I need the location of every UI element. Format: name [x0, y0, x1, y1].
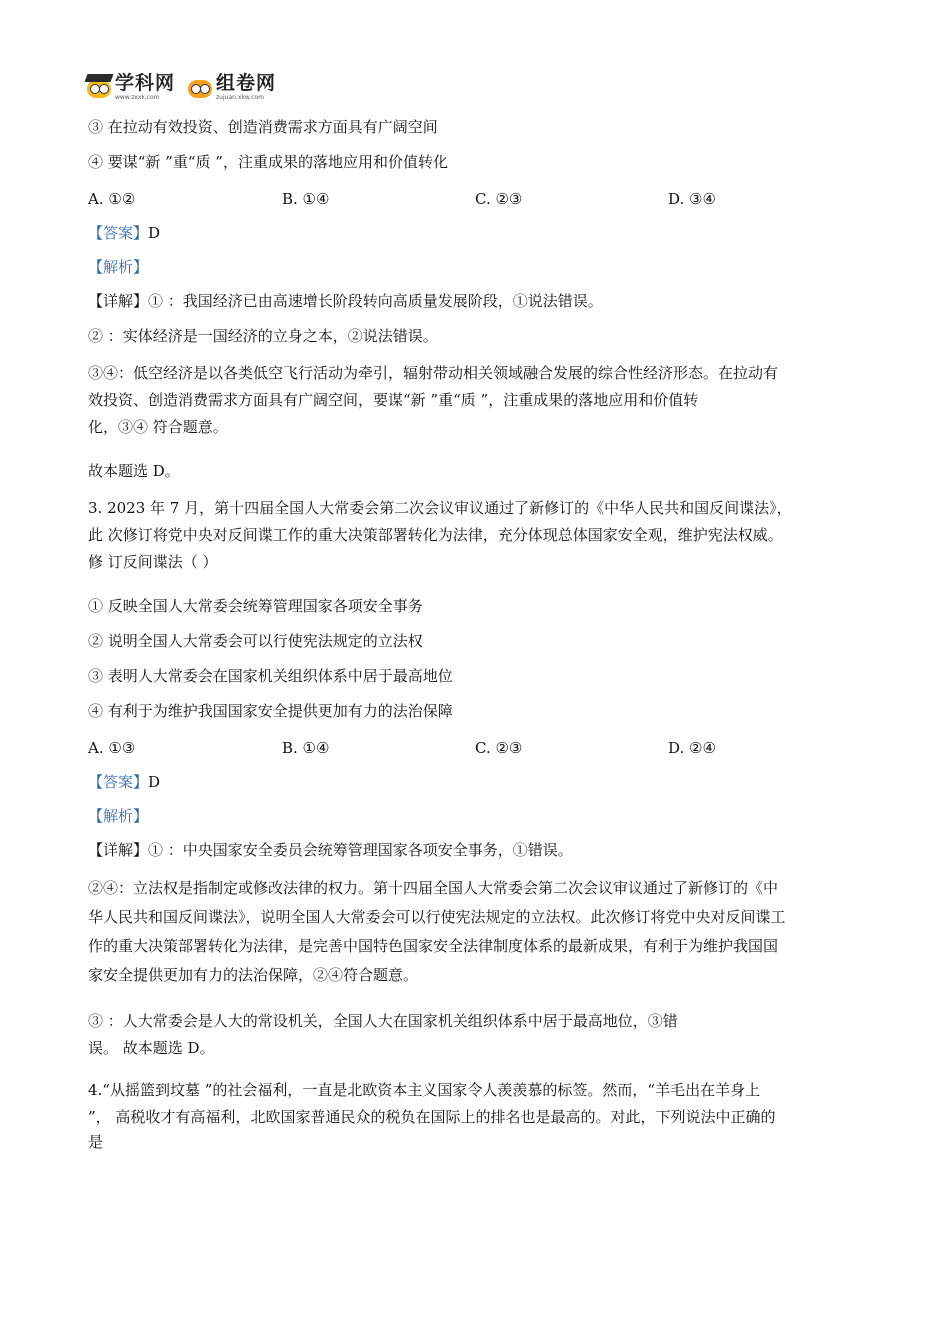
q3-analysis-tag: 【解析】	[88, 807, 149, 825]
q2-detail-3a: ③④：低空经济是以各类低空飞行活动为牵引，辐射带动相关领域融合发展的综合性经济形态。在拉动有	[88, 364, 779, 382]
q2-item-4: ④ 要谋“新 ”重“质 ”，注重成果的落地应用和价值转化	[88, 153, 448, 171]
q3-item-3: ③ 表明人大常委会在国家机关组织体系中居于最高地位	[88, 667, 453, 685]
q3-answer	[88, 772, 160, 792]
q2-answer	[88, 223, 160, 243]
owl-mascot-icon	[187, 74, 213, 100]
q2-detail-3c: 化，③④ 符合题意。	[88, 418, 228, 436]
logo-url: www.zxxk.com	[115, 93, 160, 101]
q2-option-c[interactable]: C. ②③	[475, 190, 523, 208]
q3-item-1: ① 反映全国人大常委会统筹管理国家各项安全事务	[88, 597, 423, 615]
detail-tag: 【详解】	[88, 841, 149, 859]
q2-detail-2: ② ：实体经济是一国经济的立身之本，②说法错误。	[88, 327, 438, 345]
q3-detail-1: 【详解】① ：中央国家安全委员会统筹管理国家各项安全事务，①错误。	[88, 841, 573, 859]
q2-detail-1: 【详解】① ：我国经济已由高速增长阶段转向高质量发展阶段，①说法错误。	[88, 292, 603, 310]
zxxk-logo[interactable]	[86, 71, 176, 101]
zujuan-logo[interactable]	[187, 71, 277, 101]
q2-detail-3b: 效投资、创造消费需求方面具有广阔空间，要谋“新 ”重“质 ”，注重成果的落地应用和价值转	[88, 391, 699, 409]
answer-tag: 【答案】	[88, 224, 149, 242]
q4-stem-2: ”， 高税收才有高福利，北欧国家普通民众的税负在国际上的排名也是最高的。对此，下列说法中正确的	[88, 1108, 776, 1126]
owl-mascot-icon	[86, 74, 112, 100]
logo-title: 学科网	[115, 71, 176, 94]
q2-item-3: ③ 在拉动有效投资、创造消费需求方面具有广阔空间	[88, 118, 438, 136]
q3-detail-3b: 误。 故本题选 D。	[88, 1039, 215, 1057]
q2-option-a[interactable]: A. ①②	[88, 190, 136, 208]
answer-tag: 【答案】	[88, 773, 149, 791]
q3-option-d[interactable]: D. ②④	[668, 739, 716, 757]
q3-detail-2c: 作的重大决策部署转化为法律，是完善中国特色国家安全法律制度体系的最新成果，有利于为维护我国国	[88, 937, 779, 955]
q3-item-4: ④ 有利于为维护我国国家安全提供更加有力的法治保障	[88, 702, 453, 720]
q3-detail-2b: 华人民共和国反间谍法》，说明全国人大常委会可以行使宪法规定的立法权。此次修订将党中央对反间谍工	[88, 908, 786, 926]
q2-option-d[interactable]: D. ③④	[668, 190, 716, 208]
q2-analysis-tag: 【解析】	[88, 258, 149, 276]
q4-stem-1: 4.“从摇篮到坟墓 ”的社会福利，一直是北欧资本主义国家令人羡羡慕的标签。然而，“羊毛出在羊身上	[88, 1081, 761, 1099]
header-logos	[86, 70, 288, 104]
q2-option-b[interactable]: B. ①④	[282, 190, 330, 208]
q3-detail-3a: ③ ：人大常委会是人大的常设机关，全国人大在国家机关组织体系中居于最高地位，③错	[88, 1012, 678, 1030]
q4-stem-3: 是	[88, 1133, 104, 1151]
q3-option-b[interactable]: B. ①④	[282, 739, 330, 757]
logo-url: zujuan.xkw.com	[216, 93, 264, 101]
q3-option-a[interactable]: A. ①③	[88, 739, 136, 757]
detail-tag: 【详解】	[88, 292, 149, 310]
answer-value: D	[148, 224, 161, 242]
logo-title: 组卷网	[216, 71, 277, 94]
answer-value: D	[148, 773, 161, 791]
q3-stem-1: 3. 2023 年 7 月，第十四届全国人大常委会第二次会议审议通过了新修订的《中华人民共和国反间谍法》，	[88, 499, 792, 517]
q3-option-c[interactable]: C. ②③	[475, 739, 523, 757]
q3-detail-2a: ②④：立法权是指制定或修改法律的权力。第十四届全国人大常委会第二次会议审议通过了新修订的《中	[88, 879, 779, 897]
q3-stem-2: 此 次修订将党中央对反间谍工作的重大决策部署转化为法律，充分体现总体国家安全观，维护宪法权威。	[88, 526, 783, 544]
q3-detail-2d: 家安全提供更加有力的法治保障，②④符合题意。	[88, 966, 419, 984]
q2-conclusion: 故本题选 D。	[88, 462, 180, 480]
q3-item-2: ② 说明全国人大常委会可以行使宪法规定的立法权	[88, 632, 423, 650]
q3-stem-3: 修 订反间谍法（ ）	[88, 553, 218, 571]
